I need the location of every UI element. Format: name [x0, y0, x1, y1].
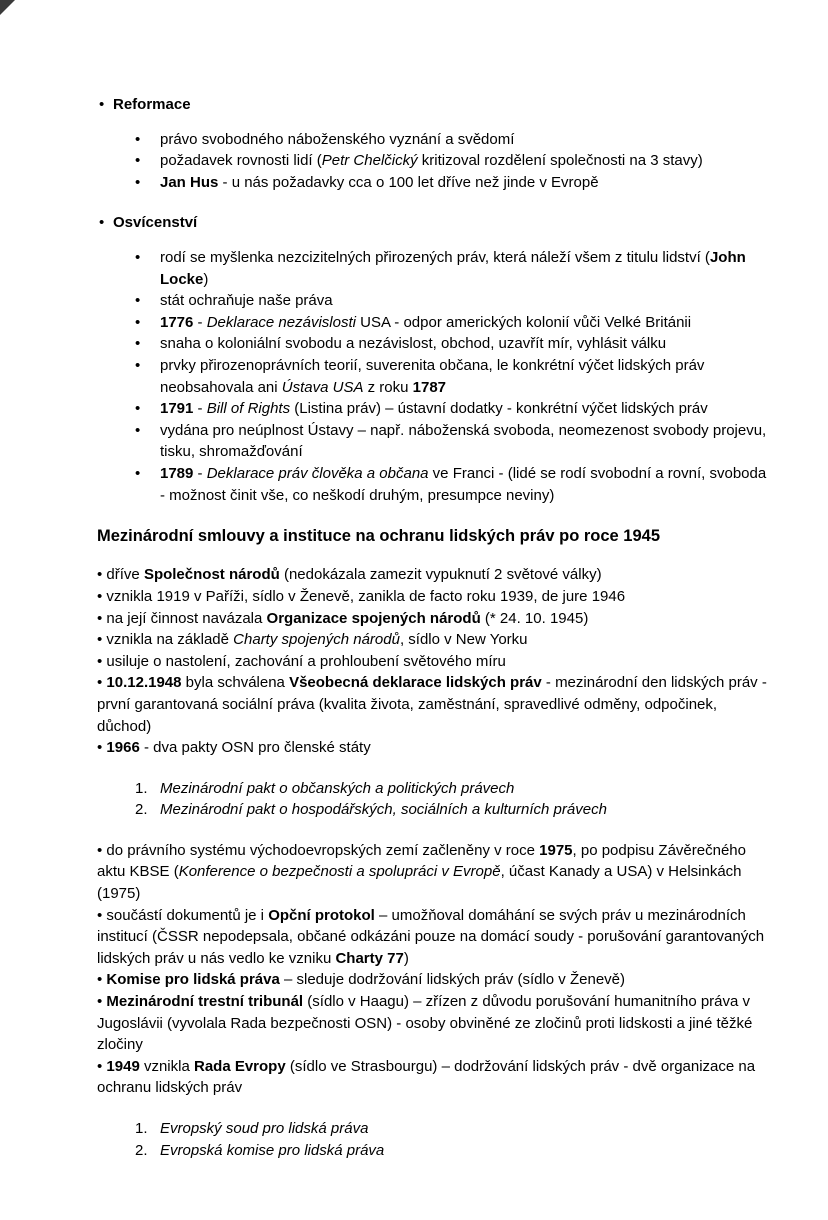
bullet-list — [97, 564, 770, 758]
bullet-icon: • — [135, 173, 141, 191]
list-item — [97, 991, 770, 1056]
item-text — [160, 799, 770, 821]
text-segment: 1787 — [412, 378, 447, 396]
text-segment: Mezinárodní pakt o občanských a politických právech — [160, 779, 515, 797]
item-text — [106, 653, 505, 670]
text-segment: - — [193, 400, 207, 418]
text-segment: Mezinárodní pakt o hospodářských, sociálních a kulturních právech — [160, 801, 607, 819]
text-segment: vznikla 1919 v Paříži, sídlo v Ženevě, zanikla de facto roku 1939, de jure 1946 — [106, 587, 626, 605]
text-segment: Komise pro lidská práva — [106, 971, 280, 989]
list-item — [135, 1118, 770, 1140]
text-segment: 1789 — [160, 464, 194, 482]
text-segment: Petr Chelčický — [321, 152, 418, 170]
text-segment: vznikla — [139, 1057, 194, 1075]
text-segment: (sídlo v Haagu) – zřízen z důvodu porušování humanitního práva v Jugoslávii (vyvolala Rada bezpečnosti OSN) - osoby obviněné ze zločinů proti lidskosti a jiné těžké zločiny — [97, 993, 753, 1054]
bullet-icon: • — [135, 292, 141, 310]
text-segment: Ústava USA — [281, 378, 364, 396]
text-segment: dříve — [106, 566, 144, 584]
item-text — [106, 631, 527, 648]
item-text — [160, 355, 770, 398]
text-segment: - u nás požadavky cca o 100 let dříve než jinde v Evropě — [218, 173, 599, 191]
text-segment: Evropská komise pro lidská práva — [160, 1141, 385, 1159]
item-text — [160, 463, 770, 506]
bullet-icon: • — [99, 96, 105, 113]
item-text — [113, 212, 197, 234]
item-text — [97, 674, 767, 734]
item-text — [113, 94, 191, 116]
bullet-icon: • — [135, 464, 141, 482]
list-item — [97, 564, 770, 586]
list-item — [97, 608, 770, 630]
bullet-icon: • — [97, 971, 107, 989]
page-corner-mark — [0, 0, 15, 15]
text-segment: do právního systému východoevropských zemí začleněny v roce — [106, 841, 540, 859]
item-text — [160, 778, 770, 800]
text-segment: Opční protokol — [268, 906, 375, 924]
item-text — [160, 1118, 770, 1140]
text-segment: – sleduje dodržování lidských práv (sídlo v Ženevě) — [279, 971, 625, 989]
text-segment: Konference o bezpečnosti a spolupráci v Evropě — [178, 863, 501, 881]
bullet-icon: • — [135, 130, 141, 148]
text-segment: ) — [403, 949, 409, 967]
text-segment: 1791 — [160, 400, 194, 418]
bullet-icon: • — [97, 631, 107, 649]
text-segment: rodí se myšlenka nezcizitelných přirozených práv, která náleží všem z titulu lidství ( — [160, 248, 710, 266]
list-item — [135, 312, 770, 334]
text-segment: snaha o koloniální svobodu a nezávislost, obchod, uzavřít mír, vyhlásit válku — [160, 335, 667, 353]
item-text — [97, 907, 764, 967]
number-label: 2. — [135, 1141, 148, 1159]
list-item — [135, 398, 770, 420]
item-text — [160, 290, 770, 312]
text-segment: součástí dokumentů je i — [106, 906, 269, 924]
text-segment: na její činnost navázala — [106, 609, 267, 627]
text-segment: Bill of Rights — [206, 400, 291, 418]
item-text — [106, 971, 625, 988]
text-segment: Všeobecná deklarace lidských práv — [289, 674, 542, 692]
text-segment: - mezinárodní den lidských práv - první garantovaná sociální práva (kvalita života, zaměstnání, spravedlivé odměny, odpočinek, důchod) — [97, 674, 767, 735]
text-segment: 10.12.1948 — [106, 674, 182, 692]
item-text — [160, 129, 770, 151]
text-segment: požadavek rovnosti lidí ( — [160, 152, 322, 170]
text-segment: kritizoval rozdělení společnosti na 3 stavy) — [417, 152, 703, 170]
list-item — [97, 737, 770, 759]
text-segment: Organizace spojených národů — [266, 609, 481, 627]
text-segment: 1776 — [160, 313, 194, 331]
text-segment: Reformace — [113, 96, 191, 113]
text-segment: (nedokázala zamezit vypuknutí 2 světové války) — [279, 566, 602, 584]
bullet-icon: • — [97, 993, 107, 1011]
list-item — [135, 1140, 770, 1162]
text-segment: (sídlo ve Strasbourgu) – dodržování lidských práv - dvě organizace na ochranu lidských práv — [97, 1057, 756, 1097]
item-text — [106, 610, 588, 627]
text-segment: – umožňoval domáhání se svých práv u mezinárodních institucí (ČSSR nepodepsala, občané odkázáni pouze na domácí soudy - porušování garantovaných lidských práv u nás vedlo ke vzniku — [97, 906, 765, 967]
list-item — [97, 969, 770, 991]
text-segment: 1949 — [106, 1057, 140, 1075]
numbered-list — [135, 1118, 770, 1161]
bullet-icon: • — [135, 335, 141, 353]
item-text — [97, 842, 746, 902]
item-text — [106, 588, 625, 605]
text-segment: Mezinárodní trestní tribunál — [106, 993, 304, 1011]
document-content — [97, 94, 770, 1161]
text-segment: byla schválena — [181, 674, 290, 692]
bullet-icon: • — [97, 841, 107, 859]
text-segment: , účast Kanady a USA) v Helsinkách (1975) — [97, 863, 742, 903]
bullet-icon: • — [135, 152, 141, 170]
list-item — [135, 420, 770, 463]
text-segment: usiluje o nastolení, zachování a prohloubení světového míru — [106, 652, 506, 670]
item-text — [160, 150, 770, 172]
text-segment: Rada Evropy — [193, 1057, 286, 1075]
item-text — [160, 333, 770, 355]
list-item — [135, 129, 770, 151]
text-segment: Osvícenství — [113, 214, 198, 232]
text-segment: z roku — [363, 378, 413, 396]
list-item — [135, 799, 770, 821]
list-item — [135, 463, 770, 506]
text-segment: , sídlo v New Yorku — [399, 631, 528, 649]
text-segment: Deklarace práv člověka a občana — [206, 464, 429, 482]
bullet-icon: • — [135, 356, 141, 374]
numbered-list — [135, 778, 770, 821]
list-item — [97, 840, 770, 905]
text-segment: Jan Hus — [160, 173, 219, 191]
list-item — [97, 586, 770, 608]
bullet-icon: • — [97, 566, 107, 584]
text-segment: 1975 — [539, 841, 573, 859]
text-segment: (Listina práv) – ústavní dodatky - konkrétní výčet lidských práv — [290, 400, 708, 418]
bullet-icon: • — [97, 587, 107, 605]
text-segment: , po podpisu Závěrečného aktu KBSE ( — [97, 841, 746, 881]
text-segment: právo svobodného náboženského vyznání a svědomí — [160, 130, 515, 148]
number-label: 1. — [135, 779, 148, 797]
item-text — [97, 993, 752, 1053]
bullet-icon: • — [97, 1057, 107, 1075]
bullet-icon: • — [97, 906, 107, 924]
text-segment: vydána pro neúplnost Ústavy – např. náboženská svoboda, neomezenost svobody projevu, tisku, shromažďování — [160, 421, 767, 461]
number-label: 1. — [135, 1120, 148, 1138]
sub-bullet-list — [135, 247, 770, 506]
bullet-icon: • — [97, 609, 107, 627]
text-segment: - — [193, 464, 207, 482]
list-item — [135, 172, 770, 194]
bullet-icon: • — [97, 674, 107, 692]
item-text — [106, 566, 601, 583]
text-segment: stát ochraňuje naše práva — [160, 292, 333, 310]
number-label: 2. — [135, 801, 148, 819]
list-item — [97, 672, 770, 737]
text-segment: vznikla na základě — [106, 631, 234, 649]
text-segment: - — [193, 313, 207, 331]
bullet-icon: • — [97, 739, 107, 757]
list-item — [135, 778, 770, 800]
sub-bullet-list — [135, 129, 770, 194]
text-segment: Evropský soud pro lidská práva — [160, 1120, 369, 1138]
section-heading — [97, 525, 770, 547]
item-text — [160, 398, 770, 420]
list-item — [97, 905, 770, 970]
item-text — [160, 172, 770, 194]
list-item — [135, 333, 770, 355]
list-item — [135, 355, 770, 398]
bullet-icon: • — [99, 214, 105, 232]
item-text — [160, 247, 770, 290]
text-segment: Společnost národů — [143, 566, 280, 584]
text-segment: ) — [203, 270, 209, 288]
text-segment: USA - odpor amerických kolonií vůči Velké Británii — [355, 313, 692, 331]
item-text — [160, 420, 770, 463]
list-item — [135, 150, 770, 172]
list-item — [97, 629, 770, 651]
text-segment: Deklarace nezávislosti — [206, 313, 356, 331]
item-text — [160, 312, 770, 334]
text-segment: - dva pakty OSN pro členské státy — [139, 739, 371, 757]
text-segment: prvky přirozenoprávních teorií, suverenita občana, le konkrétní výčet lidských práv neobsahovala ani — [160, 356, 705, 396]
list-item — [135, 290, 770, 312]
text-segment: (* 24. 10. 1945) — [480, 609, 589, 627]
text-segment: John Locke — [160, 248, 746, 288]
top-bullet-item — [99, 94, 770, 116]
bullet-icon: • — [97, 652, 107, 670]
item-text — [160, 1140, 770, 1162]
text-segment: Charty spojených národů — [233, 631, 400, 649]
text-segment: ve Franci - (lidé se rodí svobodní a rovní, svoboda - možnost činit vše, co neškodí druhým, presumpce neviny) — [160, 464, 767, 504]
bullet-icon: • — [135, 421, 141, 439]
bullet-icon: • — [135, 313, 141, 331]
text-segment: 1966 — [106, 739, 140, 757]
bullet-icon: • — [135, 400, 141, 418]
item-text — [106, 739, 370, 756]
text-segment: Mezinárodní smlouvy a instituce na ochranu lidských práv po roce 1945 — [97, 527, 661, 546]
list-item — [135, 247, 770, 290]
list-item — [97, 1056, 770, 1099]
text-segment: Charty 77 — [335, 949, 404, 967]
list-item — [97, 651, 770, 673]
item-text — [97, 1058, 755, 1097]
bullet-icon: • — [135, 248, 141, 266]
bullet-list — [97, 840, 770, 1099]
top-bullet-item — [99, 212, 770, 234]
